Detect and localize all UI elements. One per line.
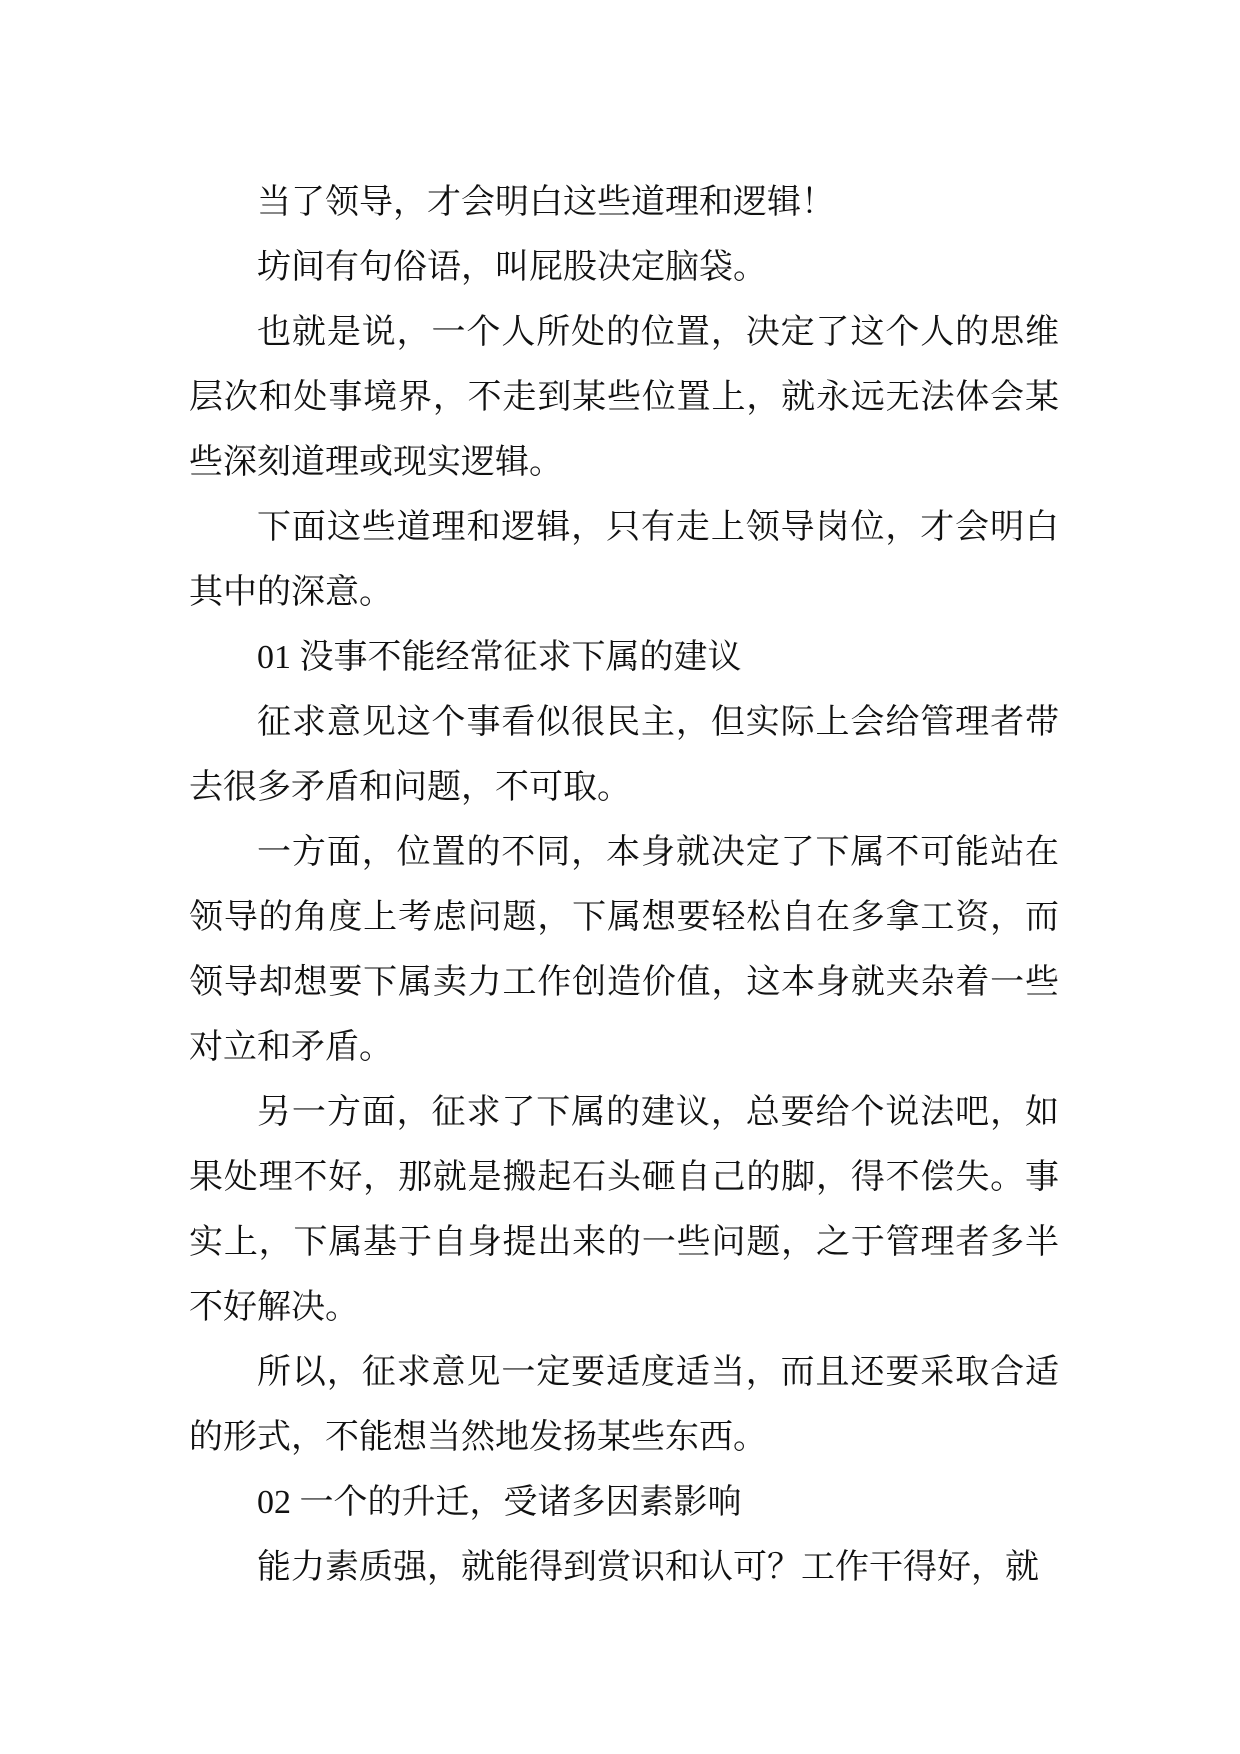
body-paragraph: 下面这些道理和逻辑，只有走上领导岗位，才会明白其中的深意。 xyxy=(189,507,1059,612)
body-paragraph: 征求意见这个事看似很民主，但实际上会给管理者带去很多矛盾和问题，不可取。 xyxy=(189,702,1059,807)
body-paragraph: 能力素质强，就能得到赏识和认可？工作干得好，就 xyxy=(257,1547,1039,1587)
body-paragraph: 坊间有句俗语，叫屁股决定脑袋。 xyxy=(257,247,767,287)
section-heading-01: 01 没事不能经常征求下属的建议 xyxy=(257,639,742,676)
body-paragraph: 所以，征求意见一定要适度适当，而且还要采取合适的形式，不能想当然地发扬某些东西。 xyxy=(189,1352,1059,1457)
document-page xyxy=(189,170,1059,1600)
title-paragraph: 当了领导，才会明白这些道理和逻辑！ xyxy=(257,182,835,222)
body-paragraph: 一方面，位置的不同，本身就决定了下属不可能站在领导的角度上考虑问题，下属想要轻松自在多拿工资，而领导却想要下属卖力工作创造价值，这本身就夹杂着一些对立和矛盾。 xyxy=(189,832,1059,1067)
body-paragraph: 也就是说，一个人所处的位置，决定了这个人的思维层次和处事境界，不走到某些位置上，就永远无法体会某些深刻道理或现实逻辑。 xyxy=(189,312,1059,482)
body-paragraph: 另一方面，征求了下属的建议，总要给个说法吧，如果处理不好，那就是搬起石头砸自己的脚，得不偿失。事实上，下属基于自身提出来的一些问题，之于管理者多半不好解决。 xyxy=(189,1092,1059,1327)
section-heading-02: 02 一个的升迁，受诸多因素影响 xyxy=(257,1484,742,1521)
